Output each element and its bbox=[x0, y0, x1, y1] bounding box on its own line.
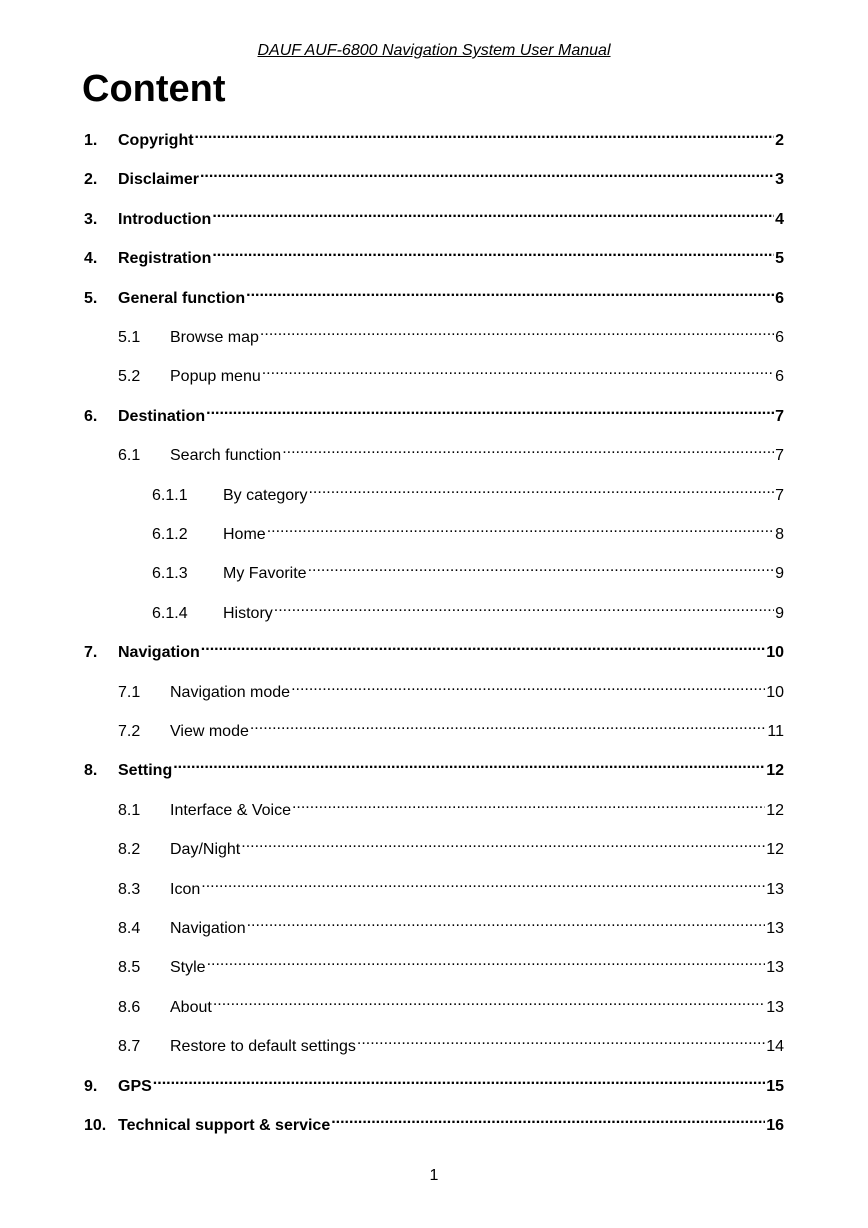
toc-dot-leader bbox=[246, 281, 774, 303]
toc-entry-title: Setting bbox=[118, 762, 173, 780]
toc-dot-leader bbox=[195, 123, 775, 145]
page-number: 1 bbox=[429, 1167, 439, 1184]
toc-entry-title: Navigation bbox=[118, 644, 200, 662]
toc-entry[interactable] bbox=[118, 990, 784, 1016]
toc-entry[interactable] bbox=[152, 556, 784, 583]
toc-entry-title: General function bbox=[118, 289, 246, 307]
toc-entry-number: 8.1 bbox=[118, 801, 141, 819]
toc-entry-number: 5.1 bbox=[118, 329, 141, 346]
toc-entry-page: 13 bbox=[766, 880, 784, 898]
toc-entry-number: 6.1.4 bbox=[152, 604, 188, 622]
toc-entry-number: 8.7 bbox=[118, 1038, 141, 1056]
toc-entry[interactable] bbox=[118, 872, 784, 898]
toc-dot-leader bbox=[241, 832, 765, 854]
toc-entry-number: 2. bbox=[84, 171, 98, 189]
toc-entry[interactable] bbox=[152, 478, 784, 504]
running-header: DAUF AUF-6800 Navigation System User Manual bbox=[257, 42, 611, 59]
toc-entry-page: 12 bbox=[766, 841, 784, 859]
toc-entry-page: 9 bbox=[775, 604, 784, 622]
toc-entry[interactable] bbox=[118, 911, 784, 937]
toc-dot-leader bbox=[308, 556, 775, 578]
toc-entry-number: 5. bbox=[84, 289, 98, 307]
toc-entry-number: 6.1.1 bbox=[152, 486, 188, 504]
toc-entry-number: 3. bbox=[84, 210, 98, 228]
toc-entry-page: 10 bbox=[766, 683, 784, 701]
toc-entry-number: 8.6 bbox=[118, 998, 141, 1016]
toc-entry-title: Search function bbox=[170, 447, 282, 465]
toc-entry-page: 7 bbox=[775, 447, 784, 465]
toc-entry[interactable] bbox=[84, 202, 784, 228]
toc-entry-title: Browse map bbox=[170, 329, 259, 346]
toc-entry[interactable] bbox=[84, 281, 784, 307]
toc-entry-title: Style bbox=[170, 959, 206, 977]
toc-entry[interactable] bbox=[118, 1029, 784, 1056]
toc-entry-page: 16 bbox=[766, 1117, 784, 1134]
toc-entry[interactable] bbox=[118, 320, 784, 346]
toc-entry-title: Navigation bbox=[170, 920, 246, 937]
toc-entry-number: 4. bbox=[84, 250, 98, 268]
toc-entry-number: 6. bbox=[84, 407, 98, 425]
toc-dot-leader bbox=[262, 359, 774, 381]
toc-entry[interactable] bbox=[118, 714, 784, 740]
toc-dot-leader bbox=[207, 950, 766, 972]
toc-dot-leader bbox=[250, 714, 767, 736]
toc-dot-leader bbox=[201, 635, 765, 657]
toc-entry[interactable] bbox=[118, 832, 784, 859]
toc-entry-page: 11 bbox=[767, 723, 784, 740]
toc-entry[interactable] bbox=[152, 596, 784, 622]
toc-entry-title: Icon bbox=[170, 880, 201, 898]
toc-entry-page: 10 bbox=[766, 644, 784, 662]
toc-entry-title: Copyright bbox=[118, 132, 194, 149]
toc-entry-title: Home bbox=[223, 526, 266, 543]
toc-entry-title: Disclaimer bbox=[118, 171, 199, 189]
toc-entry-title: GPS bbox=[118, 1077, 152, 1095]
toc-dot-leader bbox=[200, 162, 774, 184]
toc-entry-number: 6.1.3 bbox=[152, 565, 188, 583]
toc-entry[interactable] bbox=[152, 517, 784, 543]
toc-entry-page: 5 bbox=[775, 250, 784, 268]
toc-entry[interactable] bbox=[84, 1069, 784, 1095]
toc-entry[interactable] bbox=[118, 359, 784, 386]
toc-entry-number: 1. bbox=[84, 132, 98, 149]
toc-entry-title: Introduction bbox=[118, 210, 212, 228]
toc-entry-number: 8.3 bbox=[118, 880, 141, 898]
toc-entry-title: View mode bbox=[170, 723, 249, 740]
toc-entry-title: Restore to default settings bbox=[170, 1038, 356, 1056]
toc-entry[interactable] bbox=[118, 950, 784, 977]
toc-dot-leader bbox=[201, 872, 765, 894]
toc-dot-leader bbox=[247, 911, 766, 933]
toc-entry-title: Destination bbox=[118, 407, 206, 425]
toc-dot-leader bbox=[260, 320, 774, 342]
toc-dot-leader bbox=[282, 438, 774, 460]
toc-entry-title: History bbox=[223, 604, 273, 622]
toc-entry-title: Navigation mode bbox=[170, 683, 291, 701]
toc-entry-title: By category bbox=[223, 486, 308, 504]
toc-entry-number: 8.5 bbox=[118, 959, 141, 977]
toc-entry-number: 7.2 bbox=[118, 723, 141, 740]
toc-entry-title: My Favorite bbox=[223, 565, 307, 583]
toc-dot-leader bbox=[267, 517, 774, 539]
toc-entry-title: Interface & Voice bbox=[170, 801, 291, 819]
toc-entry-page: 13 bbox=[766, 959, 784, 977]
toc-entry-page: 2 bbox=[775, 132, 784, 149]
toc-entry-page: 7 bbox=[775, 407, 784, 425]
toc-entry[interactable] bbox=[84, 635, 784, 662]
toc-dot-leader bbox=[173, 753, 765, 775]
toc-dot-leader bbox=[213, 990, 765, 1012]
page-title: Content bbox=[82, 68, 226, 110]
toc-entry[interactable] bbox=[84, 241, 784, 268]
toc-entry[interactable] bbox=[84, 399, 784, 425]
toc-dot-leader bbox=[206, 399, 774, 421]
toc-dot-leader bbox=[357, 1029, 765, 1051]
toc-entry-page: 6 bbox=[775, 289, 784, 307]
toc-entry[interactable] bbox=[84, 162, 784, 189]
toc-entry-page: 13 bbox=[766, 998, 784, 1016]
toc-entry-number: 6.1 bbox=[118, 447, 141, 465]
toc-entry[interactable] bbox=[84, 123, 784, 149]
toc-entry-number: 8.4 bbox=[118, 920, 141, 937]
toc-entry-title: Technical support & service bbox=[118, 1117, 331, 1134]
toc-entry-title: About bbox=[170, 998, 212, 1016]
toc-entry-page: 12 bbox=[766, 801, 784, 819]
toc-entry-number: 10. bbox=[84, 1117, 107, 1134]
toc-entry[interactable] bbox=[118, 675, 784, 701]
toc-entry-title: Registration bbox=[118, 250, 212, 268]
toc-entry-page: 6 bbox=[775, 368, 784, 386]
toc-entry-page: 13 bbox=[766, 920, 784, 937]
toc-dot-leader bbox=[212, 241, 774, 263]
toc-dot-leader bbox=[212, 202, 774, 224]
toc-entry-number: 7. bbox=[84, 644, 98, 662]
toc-dot-leader bbox=[331, 1108, 765, 1130]
toc-entry-page: 9 bbox=[775, 565, 784, 583]
toc-entry-page: 8 bbox=[775, 526, 784, 543]
toc-entry-number: 7.1 bbox=[118, 683, 141, 701]
toc-entry-page: 7 bbox=[775, 486, 784, 504]
toc-entry[interactable] bbox=[84, 1108, 784, 1134]
toc-entry-page: 12 bbox=[766, 762, 784, 780]
toc-entry-page: 3 bbox=[775, 171, 784, 189]
toc-entry-number: 8. bbox=[84, 762, 98, 780]
toc-entry-page: 15 bbox=[766, 1077, 784, 1095]
toc-dot-leader bbox=[291, 675, 765, 697]
toc-entry-title: Popup menu bbox=[170, 368, 261, 386]
toc-entry-page: 14 bbox=[766, 1038, 784, 1056]
toc-entry-number: 8.2 bbox=[118, 841, 141, 859]
toc-entry-number: 5.2 bbox=[118, 368, 141, 386]
toc-entry[interactable] bbox=[118, 793, 784, 819]
toc-entry[interactable] bbox=[118, 438, 784, 465]
toc-entry-title: Day/Night bbox=[170, 841, 241, 859]
toc-dot-leader bbox=[308, 478, 774, 500]
toc-dot-leader bbox=[153, 1069, 765, 1091]
toc-entry[interactable] bbox=[84, 753, 784, 780]
toc-entry-page: 4 bbox=[775, 210, 784, 228]
toc-dot-leader bbox=[292, 793, 765, 815]
toc-entry-page: 6 bbox=[775, 329, 784, 346]
toc-entry-number: 6.1.2 bbox=[152, 526, 188, 543]
toc-entry-number: 9. bbox=[84, 1077, 98, 1095]
toc-dot-leader bbox=[274, 596, 774, 618]
